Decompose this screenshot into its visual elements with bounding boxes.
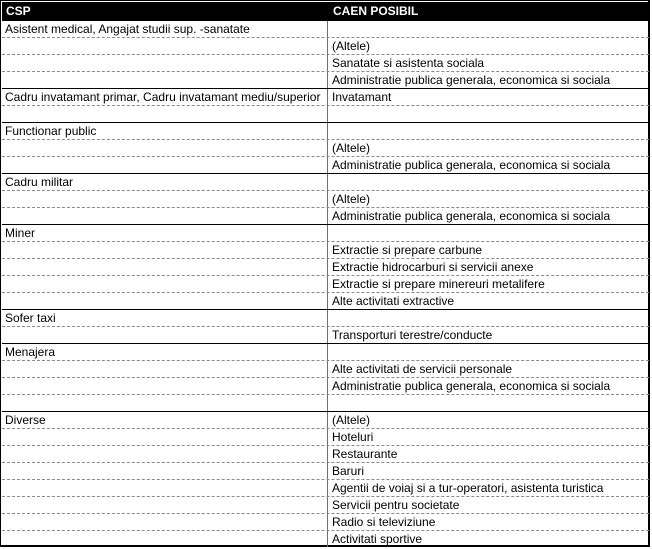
- csp-cell: [2, 378, 328, 394]
- csp-cell: [2, 514, 328, 530]
- caen-cell: [329, 21, 649, 37]
- table-row: [2, 55, 649, 72]
- table-row: [2, 310, 649, 327]
- caen-cell: (Altele): [332, 39, 371, 53]
- table-row: [2, 293, 649, 310]
- csp-cell: [2, 429, 328, 445]
- caen-cell: [329, 106, 649, 122]
- caen-cell: Extractie si prepare minereuri metalifere: [332, 277, 545, 291]
- caen-cell: Invatamant: [332, 90, 392, 104]
- caen-cell: [329, 310, 649, 326]
- csp-cell: [2, 140, 328, 156]
- csp-cell: [2, 446, 328, 462]
- caen-cell: [329, 225, 649, 241]
- caen-cell: [329, 344, 649, 360]
- table-row: [2, 208, 649, 225]
- caen-cell: (Altele): [332, 413, 371, 427]
- csp-cell: [2, 208, 328, 224]
- table-row: [2, 446, 649, 463]
- table-row: [2, 480, 649, 497]
- csp-cell: Asistent medical, Angajat studii sup. -sanatate: [2, 21, 328, 37]
- table-row: [2, 157, 649, 174]
- caen-cell: Servicii pentru societate: [332, 498, 460, 512]
- csp-cell: [2, 242, 328, 258]
- table-row: [2, 123, 649, 140]
- table-row: [2, 225, 649, 242]
- table-row: [2, 72, 649, 89]
- table-row: [2, 276, 649, 293]
- table-row: [2, 395, 649, 412]
- table-row: [2, 514, 649, 531]
- caen-cell: Administratie publica generala, economica si sociala: [332, 73, 611, 87]
- caen-cell: Restaurante: [332, 447, 398, 461]
- table-row: [2, 191, 649, 208]
- caen-cell: Extractie hidrocarburi si servicii anexe: [332, 260, 534, 274]
- caen-cell: Alte activitati de servicii personale: [332, 362, 513, 376]
- header-caen: CAEN POSIBIL: [333, 4, 419, 18]
- caen-cell: Extractie si prepare carbune: [332, 243, 483, 257]
- csp-cell: Miner: [2, 225, 328, 241]
- csp-cell: [2, 361, 328, 377]
- caen-cell: Administratie publica generala, economica si sociala: [332, 209, 611, 223]
- caen-cell: Alte activitati extractive: [332, 294, 455, 308]
- caen-cell: Activitati sportive: [332, 532, 423, 546]
- table-row: [2, 38, 649, 55]
- caen-cell: [329, 395, 649, 411]
- csp-cell: [2, 463, 328, 479]
- header-csp: CSP: [6, 4, 31, 18]
- caen-cell: [329, 123, 649, 139]
- table-header: [2, 2, 649, 21]
- csp-cell: Menajera: [2, 344, 328, 360]
- csp-cell: Diverse: [2, 412, 328, 428]
- csp-cell: [2, 276, 328, 292]
- caen-cell: Administratie publica generala, economica si sociala: [332, 379, 611, 393]
- table-body: [2, 21, 649, 548]
- csp-cell: [2, 395, 328, 411]
- table-row: [2, 89, 649, 106]
- table-row: [2, 259, 649, 276]
- csp-cell: [2, 106, 328, 122]
- caen-cell: Baruri: [332, 464, 365, 478]
- table-row: [2, 378, 649, 395]
- csp-cell: [2, 157, 328, 173]
- table-row: [2, 344, 649, 361]
- csp-cell: [2, 327, 328, 343]
- table-row: [2, 531, 649, 548]
- caen-cell: [329, 174, 649, 190]
- table-row: [2, 140, 649, 157]
- csp-cell: [2, 293, 328, 309]
- table-row: [2, 412, 649, 429]
- csp-cell: [2, 480, 328, 496]
- caen-cell: Sanatate si asistenta sociala: [332, 56, 485, 70]
- caen-cell: (Altele): [332, 192, 371, 206]
- caen-cell: Radio si televiziune: [332, 515, 436, 529]
- caen-cell: Administratie publica generala, economica si sociala: [332, 158, 611, 172]
- table-row: [2, 174, 649, 191]
- table-row: [2, 361, 649, 378]
- caen-cell: Agentii de voiaj si a tur-operatori, asistenta turistica: [332, 481, 604, 495]
- csp-cell: Functionar public: [2, 123, 328, 139]
- table-row: [2, 327, 649, 344]
- table-row: [2, 429, 649, 446]
- csp-cell: [2, 38, 328, 54]
- table-row: [2, 463, 649, 480]
- csp-cell: [2, 191, 328, 207]
- csp-cell: [2, 72, 328, 88]
- caen-cell: Transporturi terestre/conducte: [332, 328, 493, 342]
- csp-cell: [2, 497, 328, 513]
- csp-cell: [2, 531, 328, 547]
- csp-cell: Cadru invatamant primar, Cadru invatamant mediu/superior: [2, 89, 328, 105]
- table-row: [2, 497, 649, 514]
- caen-cell: Hoteluri: [332, 430, 374, 444]
- table-row: [2, 21, 649, 38]
- csp-cell: Sofer taxi: [2, 310, 328, 326]
- table-row: [2, 242, 649, 259]
- csp-cell: [2, 259, 328, 275]
- caen-cell: (Altele): [332, 141, 371, 155]
- csp-cell: Cadru militar: [2, 174, 328, 190]
- table-row: [2, 106, 649, 123]
- csp-cell: [2, 55, 328, 71]
